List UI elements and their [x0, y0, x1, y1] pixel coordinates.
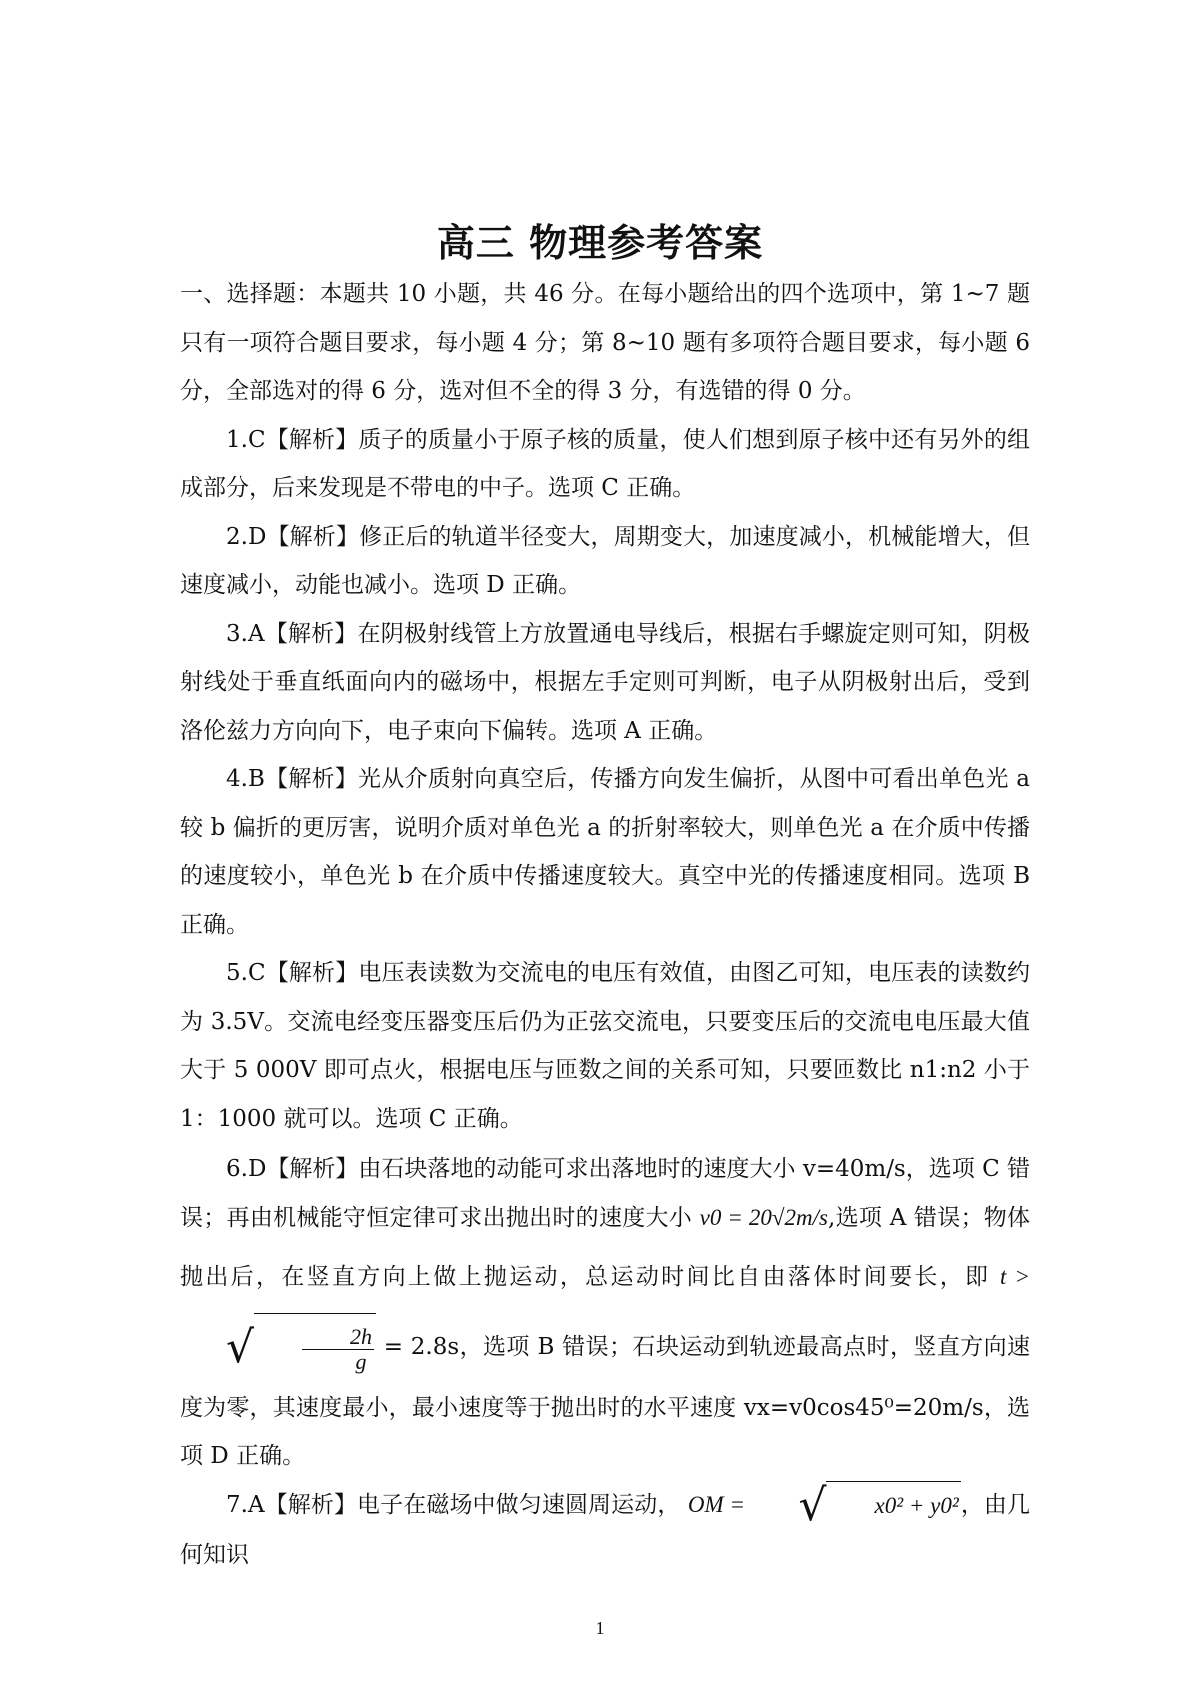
answer-q1: 1.C【解析】质子的质量小于原子核的质量，使人们想到原子核中还有另外的组成部分，后来发现是不带电的中子。选项 C 正确。 — [180, 426, 1030, 501]
answer-q4: 4.B【解析】光从介质射向真空后，传播方向发生偏折，从图中可看出单色光 a 较 b 偏折的更厉害，说明介质对单色光 a 的折射率较大，则单色光 a 在介质中传播的速度较小，单色光 b 在介质中传播速度较大。真空中光的传播速度相同。选项 B 正确。 — [180, 766, 1030, 938]
answer-q2: 2.D【解析】修正后的轨道半径变大，周期变大，加速度减小，机械能增大，但速度减小，动能也减小。选项 D 正确。 — [180, 523, 1030, 598]
answer-q6-part1: 6.D【解析】由石块落地的动能可求出落地时的速度大小 v=40m/s，选项 C 错误；再由机械能守恒定律可求出抛出时的速度大小 — [180, 1156, 1030, 1231]
radicand-om: x0² + y0² — [826, 1481, 960, 1531]
formula-t-value: = 2.8s — [383, 1334, 460, 1360]
page-title: 高三 物理参考答案 — [436, 221, 764, 265]
formula-t-lhs: t > — [1000, 1264, 1031, 1289]
fraction-denominator: g — [355, 1349, 367, 1375]
sqrt-symbol: √ $\frac{2h}{g}$ — [180, 1312, 376, 1384]
formula-om: OM = — [687, 1491, 746, 1517]
answer-body — [180, 270, 1030, 1579]
answer-q6-part3: ，选项 B 错误；石块运动到轨迹最高点时，竖直方向速度为零，其速度最小，最小速度等于抛出时的水平速度 vx=v0cos45⁰=20m/s，选项 D 正确。 — [180, 1334, 1031, 1470]
section-intro: 一、选择题：本题共 10 小题，共 46 分。在每小题给出的四个选项中，第 1~7 题只有一项符合题目要求，每小题 4 分；第 8~10 题有多项符合题目要求，每小题 6 分，全部选对的得 6 分，选对但不全的得 3 分，有选错的得 0 分。 — [180, 281, 1030, 404]
fraction-numerator: 2h — [302, 1325, 374, 1350]
fraction-2h-g — [302, 1325, 374, 1374]
answer-q7-part2: ，由几何知识 — [180, 1491, 1031, 1568]
answer-q6-part2: ,选项 A 错误；物体抛出后，在竖直方向上做上抛运动，总运动时间比自由落体时间要长，即 — [180, 1204, 1031, 1290]
answer-q6 — [180, 1145, 1030, 1481]
sqrt-symbol-om: √ x0² + y0² — [798, 1479, 959, 1531]
page-number: 1 — [595, 1618, 605, 1638]
answer-q7-part1: 7.A【解析】电子在磁场中做匀速圆周运动， — [226, 1491, 681, 1518]
formula-v0: v0 = 20√2m/s — [699, 1204, 828, 1230]
answer-q3: 3.A【解析】在阴极射线管上方放置通电导线后，根据右手螺旋定则可知，阴极射线处于垂直纸面向内的磁场中，根据左手定则可判断，电子从阴极射出后，受到洛伦兹力方向向下，电子束向下偏转。选项 A 正确。 — [180, 620, 1030, 744]
answer-q7 — [180, 1481, 1030, 1579]
answer-q5: 5.C【解析】电压表读数为交流电的电压有效值，由图乙可知，电压表的读数约为 3.5V。交流电经变压器变压后仍为正弦交流电，只要变压后的交流电电压最大值大于 5 000V 即可点火，根据电压与匝数之间的关系可知，只要匝数比 n1:n2 小于 1：1000 就可以。选项 C 正确。 — [180, 960, 1030, 1132]
